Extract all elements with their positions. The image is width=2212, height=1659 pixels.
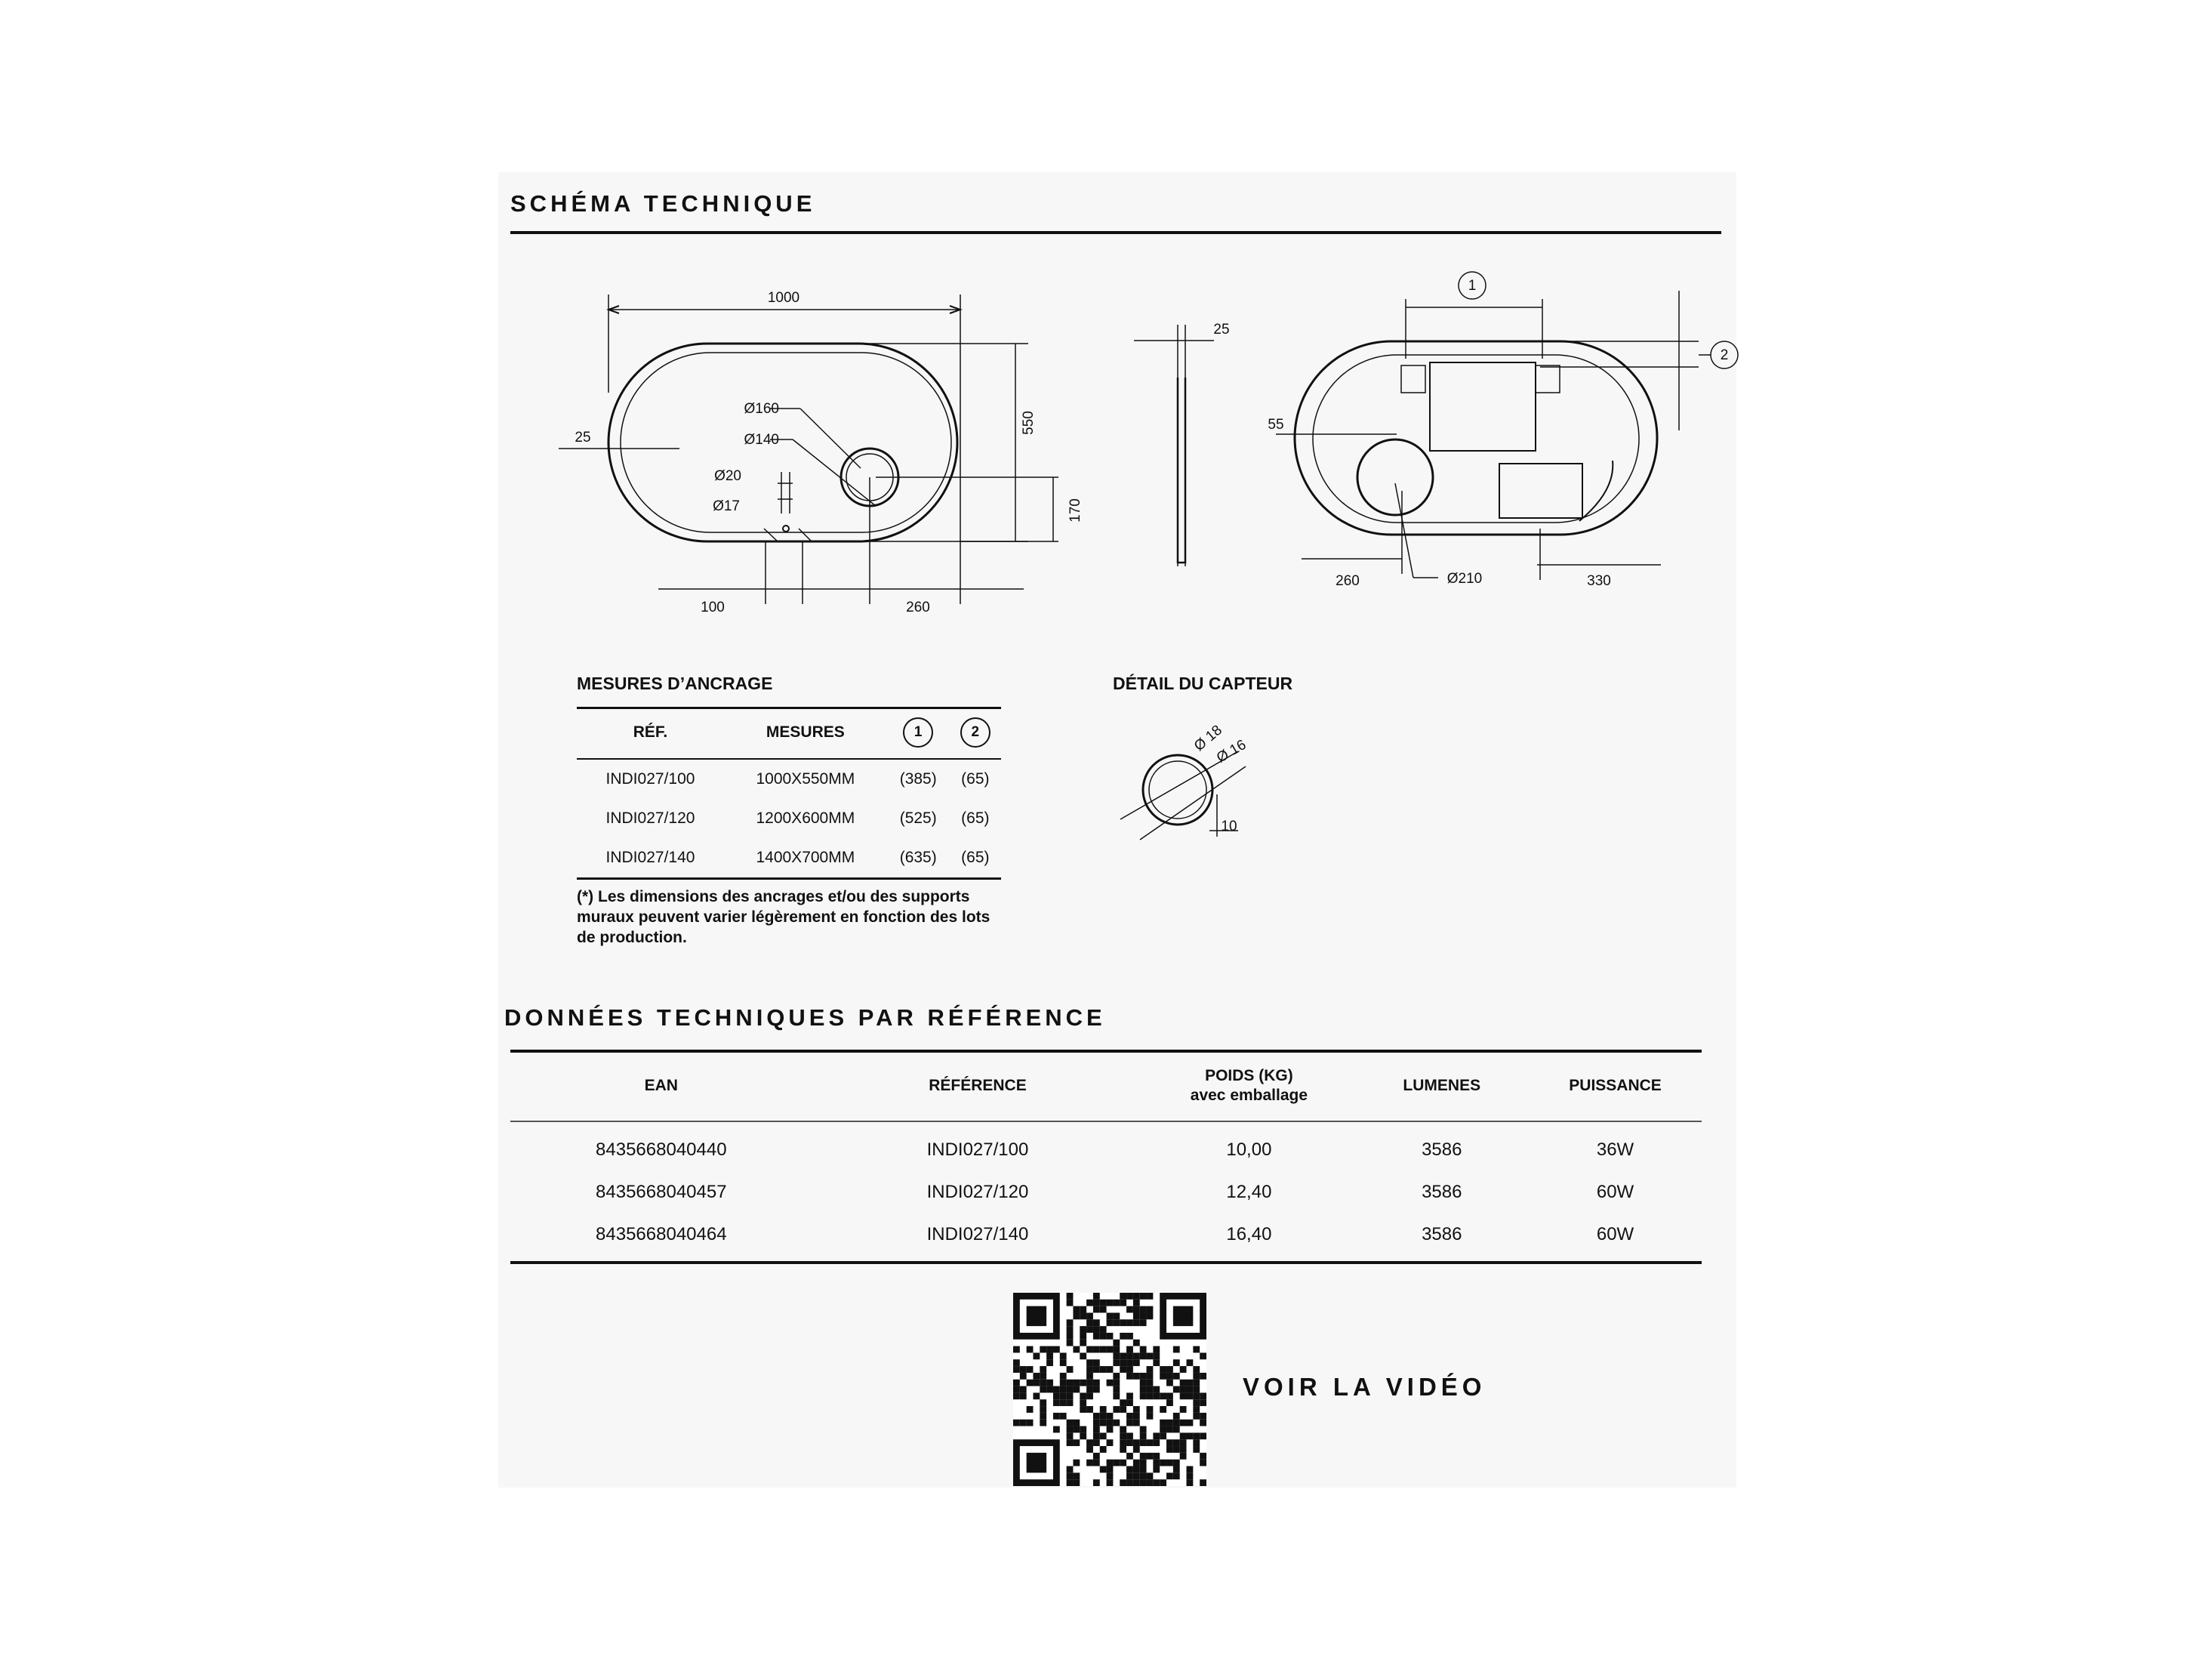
table-cell: 1200X600MM bbox=[756, 809, 855, 827]
sensor-d18-label: Ø 18 bbox=[1191, 722, 1225, 755]
table-row bbox=[577, 799, 1001, 838]
dim-d17-label: Ø17 bbox=[713, 498, 740, 514]
table-cell: 60W bbox=[1596, 1182, 1634, 1202]
col-weight-sub: avec emballage bbox=[1190, 1087, 1308, 1104]
technical-table bbox=[510, 1051, 1702, 1256]
table-cell: 16,40 bbox=[1226, 1224, 1272, 1244]
table-cell: INDI027/100 bbox=[926, 1139, 1029, 1160]
side-view-drawing bbox=[1134, 325, 1214, 566]
marker-2-label: 2 bbox=[1720, 347, 1729, 363]
table-cell: INDI027/140 bbox=[926, 1224, 1029, 1244]
anchoring-header-row bbox=[577, 707, 1001, 759]
schema-title: SCHÉMA TECHNIQUE bbox=[510, 190, 816, 217]
col-ean: EAN bbox=[510, 1051, 812, 1121]
table-row bbox=[577, 838, 1001, 879]
anchoring-col-measures: MESURES bbox=[724, 707, 887, 759]
dim-depth-label: 25 bbox=[1213, 322, 1230, 338]
dim-frame-label: 25 bbox=[575, 430, 591, 446]
anchoring-col-1 bbox=[887, 707, 950, 759]
dim-height-label: 550 bbox=[1021, 411, 1037, 435]
col-weight bbox=[1143, 1051, 1354, 1121]
table-cell: 36W bbox=[1596, 1139, 1634, 1160]
marker-2-badge: 2 bbox=[960, 717, 990, 748]
table-cell: (65) bbox=[950, 838, 1001, 879]
table-cell: 1000X550MM bbox=[756, 770, 855, 788]
table-cell: 60W bbox=[1596, 1224, 1634, 1244]
table-cell: 8435668040464 bbox=[596, 1224, 727, 1244]
table-cell: INDI027/120 bbox=[926, 1182, 1029, 1202]
front-view-drawing bbox=[559, 294, 1058, 604]
technical-title: DONNÉES TECHNIQUES PAR RÉFÉRENCE bbox=[504, 1004, 1106, 1031]
anchoring-col-2 bbox=[950, 707, 1001, 759]
watch-video-link[interactable]: VOIR LA VIDÉO bbox=[1243, 1373, 1486, 1401]
table-row bbox=[510, 1213, 1702, 1256]
dim-100-label: 100 bbox=[701, 600, 725, 615]
anchoring-note: (*) Les dimensions des ancrages et/ou des supports muraux peuvent varier légèrement en fonction des lots de production. bbox=[577, 888, 990, 946]
table-cell: 3586 bbox=[1422, 1224, 1462, 1244]
dim-170-label: 170 bbox=[1067, 498, 1083, 523]
table-row bbox=[577, 759, 1001, 799]
dim-330-label: 330 bbox=[1587, 573, 1611, 589]
dim-d140-label: Ø140 bbox=[744, 432, 779, 448]
dim-back-260-label: 260 bbox=[1336, 573, 1360, 589]
marker-1-badge: 1 bbox=[903, 717, 933, 748]
table-cell: 3586 bbox=[1422, 1139, 1462, 1160]
table-cell: 8435668040440 bbox=[596, 1139, 727, 1160]
col-power: PUISSANCE bbox=[1529, 1051, 1702, 1121]
col-ref: RÉFÉRENCE bbox=[812, 1051, 1144, 1121]
table-cell: 10,00 bbox=[1226, 1139, 1272, 1160]
table-cell: 1400X700MM bbox=[724, 838, 887, 879]
sensor-depth-label: 10 bbox=[1221, 819, 1237, 834]
qr-code-icon[interactable] bbox=[1013, 1293, 1206, 1486]
sensor-title: DÉTAIL DU CAPTEUR bbox=[1113, 674, 1293, 693]
table-cell: (65) bbox=[961, 809, 990, 827]
anchoring-title: MESURES D’ANCRAGE bbox=[577, 674, 773, 693]
col-lumens: LUMENES bbox=[1354, 1051, 1529, 1121]
anchoring-col-ref: RÉF. bbox=[577, 707, 724, 759]
table-cell: INDI027/140 bbox=[577, 838, 724, 879]
anchoring-table bbox=[577, 707, 1001, 880]
table-cell: 8435668040457 bbox=[596, 1182, 727, 1202]
dim-260-label: 260 bbox=[906, 600, 930, 615]
technical-rule-bottom bbox=[510, 1261, 1702, 1264]
table-cell: INDI027/120 bbox=[605, 809, 695, 827]
table-cell: (65) bbox=[961, 770, 990, 788]
table-row bbox=[510, 1121, 1702, 1171]
table-cell: 3586 bbox=[1422, 1182, 1462, 1202]
dim-55-label: 55 bbox=[1268, 417, 1284, 433]
table-cell: (385) bbox=[899, 770, 937, 788]
table-cell: INDI027/100 bbox=[605, 770, 695, 788]
table-cell: 12,40 bbox=[1226, 1182, 1272, 1202]
table-row bbox=[510, 1171, 1702, 1213]
dim-d210-label: Ø210 bbox=[1446, 571, 1483, 587]
table-cell: (635) bbox=[887, 838, 950, 879]
table-cell: (525) bbox=[899, 809, 937, 827]
sensor-d16-label: Ø 16 bbox=[1214, 736, 1249, 766]
dim-width-label: 1000 bbox=[767, 290, 800, 306]
technical-header-row bbox=[510, 1051, 1702, 1121]
dim-d160-label: Ø160 bbox=[744, 401, 779, 417]
back-view-drawing bbox=[1276, 272, 1738, 580]
marker-1-label: 1 bbox=[1468, 278, 1477, 294]
col-weight-label: POIDS (KG) bbox=[1205, 1067, 1293, 1084]
dim-d20-label: Ø20 bbox=[714, 468, 741, 484]
